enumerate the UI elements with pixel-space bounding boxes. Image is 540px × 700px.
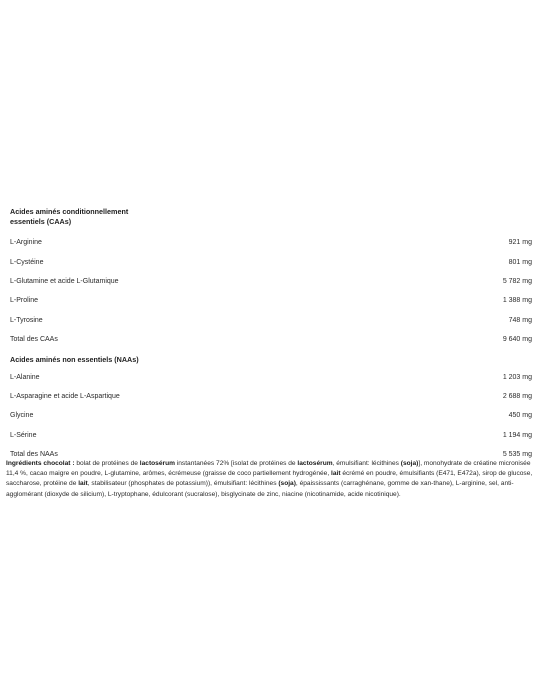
row-value: 1 203 mg: [502, 373, 532, 381]
table-row: [8, 387, 532, 406]
allergen-highlight: (soja): [278, 480, 296, 488]
ingredients-text-part: bolat de protéines de: [74, 460, 140, 467]
row-label: L-Sérine: [10, 431, 37, 439]
row-label: L-Arginine: [10, 239, 42, 247]
row-label: L-Cystéine: [10, 258, 44, 266]
row-value: 748 mg: [508, 316, 532, 324]
amino-acid-table: [8, 207, 532, 464]
table-row: [8, 426, 532, 445]
table-row: [8, 272, 532, 291]
row-label: L-Asparagine et acide L-Aspartique: [10, 392, 120, 400]
ingredients-text-part: , émulsifiant: lécithines: [332, 460, 401, 467]
allergen-highlight: lactosérum: [297, 460, 333, 467]
row-value: 5 535 mg: [502, 451, 532, 459]
row-value: 1 194 mg: [502, 431, 532, 439]
row-value: 921 mg: [508, 239, 532, 247]
table-row-total: [8, 330, 532, 349]
row-value: 450 mg: [508, 412, 532, 420]
ingredients-label: Ingrédients chocolat :: [6, 460, 75, 467]
ingredients-text-part: , épaississants (carraghénane, gomme de xan-thane), L-arginine, sel, anti-agglomérant (dioxyde de silicium), L-tryptophane, édulcorant (sucralose), bisglycinate de zinc, niacine (nicotinamide, acide nicotinique).: [6, 480, 514, 498]
row-label: Total des CAAs: [10, 336, 58, 344]
naas-rows: [8, 367, 532, 464]
ingredients-text-part: , stabilisateur (phosphates de potassium)), émulsifiant: lécithines: [87, 480, 279, 488]
table-row: [8, 367, 532, 386]
row-label: L-Glutamine et acide L-Glutamique: [10, 277, 119, 285]
row-value: 9 640 mg: [502, 336, 532, 344]
allergen-highlight: lait: [330, 470, 341, 478]
row-label: L-Alanine: [10, 373, 40, 381]
ingredients-text-part: instantanées 72% [isolat de protéines de: [174, 460, 298, 467]
row-label: L-Tyrosine: [10, 316, 43, 324]
ingredients-text-part: écrémé en poudre, émulsifiants (E471, E472a), sirop de glucose, saccharose, protéine de: [6, 470, 533, 488]
row-value: 2 688 mg: [502, 392, 532, 400]
row-value: 1 388 mg: [502, 297, 532, 305]
ingredients-text-part: ], monohydrate de créatine micronisée 11,4 %, cacao maigre en poudre, L-glutamine, arômes, écrémeuse (graisse de coco partiellement hydrogénée,: [6, 460, 531, 478]
section-heading-naas: Acides aminés non essentiels (NAAs): [10, 355, 139, 365]
table-row: [8, 233, 532, 252]
caas-rows: [8, 233, 532, 349]
table-row: [8, 252, 532, 271]
row-value: 801 mg: [508, 258, 532, 266]
ingredients-text: [6, 459, 534, 500]
row-label: Glycine: [10, 412, 34, 420]
row-value: 5 782 mg: [502, 277, 532, 285]
row-label: Total des NAAs: [10, 451, 58, 459]
section-heading-caas: Acides aminés conditionnellement essentiels (CAAs): [10, 207, 129, 226]
row-label: L-Proline: [10, 297, 39, 305]
table-row: [8, 406, 532, 425]
table-row: [8, 291, 532, 310]
table-row: [8, 311, 532, 330]
allergen-highlight: lait: [78, 480, 88, 488]
allergen-highlight: (soja): [400, 460, 419, 467]
allergen-highlight: lactosérum: [139, 460, 175, 467]
